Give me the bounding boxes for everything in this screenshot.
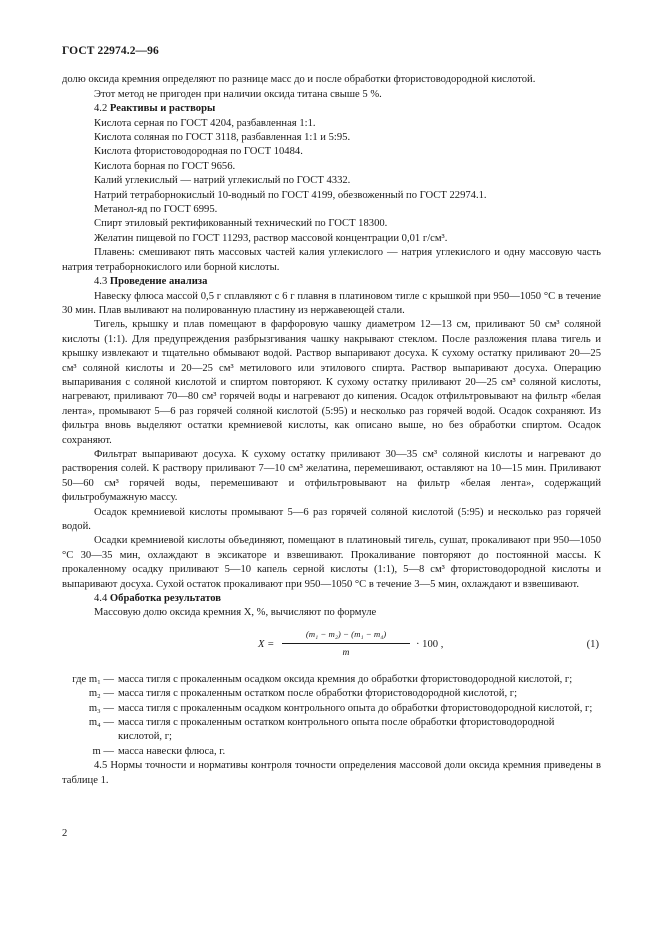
reagent-item: Кислота борная по ГОСТ 9656.	[94, 160, 236, 172]
paragraph: Осадки кремниевой кислоты объединяют, помещают в платиновый тигель, сушат, прокаливают при 950—1050 °С 30—35 мин, охлаждают в эксикаторе и взвешивают. Прокаливание повторяют до постоянной массы. К прокаленному осадку приливают 5—10 капель серной кислоты (1:1), 5—8 см³ фтористоводородной кислоты и выпаривают досуха. Сухой остаток прокаливают при 950—1050 °С в течение 3—5 мин, охлаждают и взвешивают.	[62, 535, 601, 590]
paragraph: 4.5 Нормы точности и нормативы контроля точности определения массовой доли оксида кремния приведены в таблице 1.	[62, 760, 601, 786]
paragraph: Осадок кремниевой кислоты промывают 5—6 раз горячей соляной кислотой (5:95) и несколько раз горячей водой.	[62, 506, 601, 532]
reagent-item: Плавень: смешивают пять массовых частей калия углекислого — натрия углекислого и одну массовую часть натрия тетраборнокислого или борной кислоты.	[62, 247, 601, 273]
definition-text: масса тигля с прокаленным осадком контрольного опыта до обработки фтористоводородной кислотой, г;	[118, 702, 593, 714]
page-number: 2	[62, 828, 68, 839]
formula-rhs: · 100 ,	[416, 638, 444, 650]
reagent-item: Натрий тетраборнокислый 10-водный по ГОСТ 4199, обезвоженный по ГОСТ 22974.1.	[94, 189, 487, 201]
section-heading-4-2	[62, 102, 601, 116]
definition-row	[62, 673, 601, 687]
reagent-item: Кислота фтористоводородная по ГОСТ 10484.	[94, 146, 303, 158]
document-page	[62, 44, 601, 788]
paragraph: Этот метод не пригоден при наличии оксида титана свыше 5 %.	[94, 88, 382, 100]
section-number: 4.3	[94, 276, 108, 288]
definition-row	[62, 745, 601, 759]
definition-symbol: m —	[92, 745, 114, 757]
paragraph: Тигель, крышку и плав помещают в фарфоровую чашку диаметром 12—13 см, приливают 50 см³ соляной кислоты (1:1). Для предупреждения разбрызгивания чашку накрывают стеклом. После разложения плава тигель и крышку извлекают и тщательно обмывают водой. Раствор выпаривают досуха. К сухому остатку приливают 20—25 см³ соляной кислоты и 20—25 см³ метилового или этилового спирта. Раствор выпаривают досуха. Операцию выпаривания с соляной кислотой и спиртом повторяют. К сухому остатку приливают 20—25 см³ соляной кислоты, нагревают, приливают 70—80 см³ горячей воды и нагревают до кипения. Осадок отфильтровывают на фильтр «белая лента», промывают 5—6 раз горячей соляной кислотой (5:95) и несколько раз горячей водой. Осадок сохраняют. Из фильтра вновь выделяют остатки кремниевой кислоты, как описано выше, но без обработки спиртом. Осадок сохраняют.	[62, 319, 601, 446]
reagent-item: Метанол-яд по ГОСТ 6995.	[94, 204, 218, 216]
formula	[62, 625, 601, 671]
formula-denominator: m	[342, 647, 350, 659]
paragraph: долю оксида кремния определяют по разнице масс до и после обработки фтористоводородной кислотой.	[62, 74, 536, 86]
reagent-item: Калий углекислый — натрий углекислый по ГОСТ 4332.	[94, 175, 351, 187]
equation-number: (1)	[586, 638, 599, 650]
formula-lhs: X =	[258, 638, 275, 650]
section-number: 4.2	[94, 103, 108, 115]
definition-row	[62, 702, 601, 716]
document-header: ГОСТ 22974.2—96	[62, 45, 159, 57]
definition-symbol: m₂ —	[88, 688, 114, 700]
formula-numerator: (m₁ − m₂) − (m₁ − m₄)	[282, 627, 410, 644]
section-number: 4.4	[94, 593, 108, 605]
definition-text: масса тигля с прокаленным остатком после обработки фтористоводородной кислотой, г;	[118, 688, 518, 700]
reagent-item: Желатин пищевой по ГОСТ 11293, раствор массовой концентрации 0,01 г/см³.	[94, 232, 448, 244]
definition-text: масса навески флюса, г.	[118, 745, 226, 757]
definition-text: масса тигля с прокаленным остатком контрольного опыта после обработки фтористоводородной кислотой, г;	[118, 717, 555, 743]
formula-fraction	[282, 627, 410, 661]
section-title: Проведение анализа	[109, 276, 208, 288]
reagent-item: Кислота соляная по ГОСТ 3118, разбавленная 1:1 и 5:95.	[94, 132, 351, 144]
definition-row	[62, 716, 601, 745]
definition-row	[62, 687, 601, 701]
variable-definitions	[62, 673, 601, 759]
reagent-item: Кислота серная по ГОСТ 4204, разбавленная 1:1.	[94, 117, 316, 129]
definition-symbol: m₃ —	[88, 702, 114, 714]
section-heading-4-4	[62, 592, 601, 606]
definition-symbol: m₄ —	[88, 717, 114, 729]
paragraph: Массовую долю оксида кремния X, %, вычисляют по формуле	[94, 607, 377, 619]
section-heading-4-3	[62, 275, 601, 289]
paragraph: Навеску флюса массой 0,5 г сплавляют с 6 г плавня в платиновом тигле с крышкой при 950—1050 °С в течение 30 мин. Плав выливают на полированную пластину из нержавеющей стали.	[62, 290, 601, 316]
section-title: Обработка результатов	[109, 593, 222, 605]
reagent-item: Спирт этиловый ректификованный технический по ГОСТ 18300.	[94, 218, 388, 230]
definition-symbol: где m₁ —	[72, 673, 114, 685]
section-title: Реактивы и растворы	[109, 103, 216, 115]
paragraph: Фильтрат выпаривают досуха. К сухому остатку приливают 30—35 см³ соляной кислоты и нагревают до растворения солей. К раствору приливают 7—10 см³ желатина, перемешивают, оставляют на 10—15 мин. Приливают 50—60 см³ горячей воды, перемешивают и отфильтровывают на фильтр «белая лента», содержащий фильтробумажную массу.	[62, 448, 601, 504]
definition-text: масса тигля с прокаленным осадком оксида кремния до обработки фтористоводородной кислотой, г;	[118, 673, 573, 685]
